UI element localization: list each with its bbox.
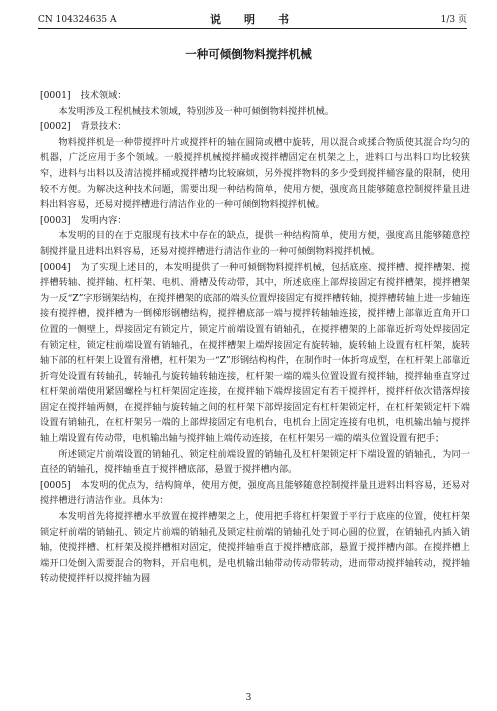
section-heading: 技术领域：	[80, 90, 127, 101]
paragraph-heading	[40, 119, 470, 135]
paragraph-number: [0002]	[40, 121, 71, 133]
paragraph-body: 为了实现上述目的，本发明提供了一种可倾倒物料搅拌机械，包括底座、搅拌槽、搅拌槽架、搅拌槽转轴、搅拌轴、杠杆架、电机、滑槽及传动带，其中，所述底座上部焊接固定有搅拌槽架，搅拌槽架为一反“Z”字形钢架结构，在搅拌槽架的底部的端头位置焊接固定有搅拌槽转轴，搅拌槽转轴上进一步轴连接有搅拌槽，搅拌槽为一倒梯形钢槽结构，搅拌槽底部一端与搅拌转轴轴连接，搅拌槽上部靠近直角开口位置的一侧壁上，焊接固定有锁定片，锁定片前端设置有销轴孔，在搅拌槽架的上部靠近折弯处焊接固定有锁定柱，锁定柱前端设置有销轴孔，在搅拌槽架上端焊接固定有旋转轴，旋转轴上设置有杠杆架，旋转轴下部的杠杆架上设置有滑槽，杠杆架为一“Z”形钢结构构件，在制作时一体折弯成型，在杠杆架上部靠近折弯处设置有转轴孔，转轴孔与旋转轴转轴连接，杠杆架一端的端头位置设置有搅拌轴，搅拌轴垂直穿过杠杆架前端使用紧固螺栓与杠杆架固定连接，在搅拌轴下端焊接固定有若干搅拌杆，搅拌杆依次错落焊接固定在搅拌轴两侧，在搅拌轴与旋转轴之间的杠杆架下部焊接固定有杠杆架锁定杆，在杠杆架锁定杆下端设置有销轴孔，在杠杆架另一端的上部焊接固定有电机台，电机台上固定连接有电机，电机输出轴与搅拌轴上端设置有传动带，电机输出轴与搅拌轴上端传动连接，在杠杆架另一端的端头位置设置有把手；	[40, 261, 470, 445]
paragraph-number: [0001]	[40, 90, 71, 101]
paragraph-text: 本发明首先将搅拌槽水平放置在搅拌槽架之上，使用把手将杠杆架置于平行于底座的位置，使杠杆架锁定杆前端的销轴孔、锁定片前端的销轴孔及锁定柱前端的销轴孔处于同心圆的位置，在销轴孔内插入销轴，使搅拌槽、杠杆架及搅拌槽相对固定，使搅拌轴垂直于搅拌槽底部，悬置于搅拌槽内部。在搅拌槽上端开口处倒入需要混合的物料，开启电机，是电机输出轴带动传动带转动，进而带动搅拌轴转动，搅拌轴转动使搅拌杆以搅拌轴为圆	[40, 511, 470, 585]
section-heading: 背景技术：	[80, 121, 127, 133]
document-title: 一种可倾倒物料搅拌机械	[185, 47, 312, 61]
paragraph-text: 所述锁定片前端设置的销轴孔、锁定柱前端设置的销轴孔及杠杆架锁定杆下端设置的销轴孔，为同一直径的销轴孔，搅拌轴垂直于搅拌槽底部，悬置于搅拌槽内部。	[40, 448, 470, 476]
document-body	[40, 88, 470, 587]
section-heading: 发明内容：	[80, 214, 127, 226]
paragraph-text: 本发明涉及工程机械技术领域，特别涉及一种可倾倒物料搅拌机械。	[58, 105, 335, 117]
paragraph-body: 本发明的优点为，结构简单，使用方便，强度高且能够随意控制搅拌量且进料出料容易，还易对搅拌槽进行清洁作业。具体为：	[40, 479, 470, 507]
page-header	[38, 12, 467, 29]
page-indicator: 1/3 页	[440, 15, 467, 25]
patent-number: CN 104324635 A	[38, 15, 117, 25]
numbered-paragraph	[40, 478, 470, 509]
paragraph-heading	[40, 213, 470, 229]
paragraph-number: [0004]	[40, 261, 71, 273]
paragraph-text: 本发明的目的在于克服现有技术中存在的缺点，提供一种结构简单，使用方便，强度高且能够随意控制搅拌量且进料出料容易，还易对搅拌槽进行清洁作业的一种可倾倒物料搅拌机械。	[40, 230, 470, 257]
paragraph-number: [0003]	[40, 214, 71, 226]
paragraph-heading	[40, 88, 470, 104]
numbered-paragraph	[40, 260, 470, 447]
document-type: 说 明 书	[210, 13, 295, 26]
page-number: 3	[245, 693, 252, 703]
paragraph-number: [0005]	[40, 479, 71, 491]
paragraph-text: 物料搅拌机是一种带搅拌叶片或搅拌杆的轴在圆筒或槽中旋转，用以混合或揉合物质使其混合均匀的机器，广泛应用于多个领域。一般搅拌机械搅拌桶或搅拌槽固定在机架之上，进料口与出料口均比较狭窄，进料与出料以及清洁搅拌桶或搅拌槽均比较麻烦，另外搅拌物料的多少受到搅拌桶容量的限制，使用较不方便。为解决这种技术问题，需要出现一种结构简单，使用方便，强度高且能够随意控制搅拌量且进料出料容易，还易对搅拌槽进行清洁作业的一种可倾倒物料搅拌机械。	[40, 136, 470, 211]
